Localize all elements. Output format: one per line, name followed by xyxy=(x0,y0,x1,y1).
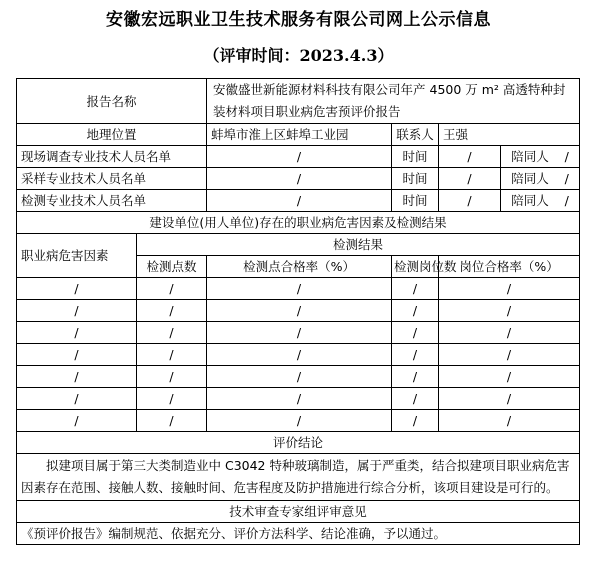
table-cell: / xyxy=(392,344,439,366)
review-title-row xyxy=(17,501,580,523)
accompany-cell xyxy=(501,168,580,190)
conclusion-text-row xyxy=(17,454,580,501)
review-text: 《预评价报告》编制规范、依据充分、评价方法科学、结论准确，予以通过。 xyxy=(17,523,580,545)
accompany-label: 陪同人 xyxy=(511,149,549,164)
review-date: （评审时间：2023.4.3） xyxy=(203,46,394,65)
table-row xyxy=(17,344,580,366)
table-cell: / xyxy=(392,388,439,410)
factor-header: 职业病危害因素 xyxy=(17,234,137,278)
contact-label: 联系人 xyxy=(392,124,439,146)
time-label: 时间 xyxy=(392,190,439,212)
hazard-header-row xyxy=(17,234,580,256)
table-cell: / xyxy=(439,344,580,366)
table-row xyxy=(17,322,580,344)
report-name-row xyxy=(17,79,580,124)
staff-label: 采样专业技术人员名单 xyxy=(17,168,207,190)
staff-names: / xyxy=(207,168,392,190)
column-header: 检测点合格率（%） xyxy=(207,256,392,278)
table-row xyxy=(17,300,580,322)
staff-names: / xyxy=(207,146,392,168)
table-cell: / xyxy=(17,278,137,300)
results-header: 检测结果 xyxy=(137,234,580,256)
staff-label: 现场调查专业技术人员名单 xyxy=(17,146,207,168)
table-cell: / xyxy=(392,366,439,388)
table-cell: / xyxy=(207,322,392,344)
staff-row xyxy=(17,146,580,168)
accompany-value: / xyxy=(564,149,569,164)
table-cell: / xyxy=(207,300,392,322)
table-cell: / xyxy=(137,366,207,388)
table-cell: / xyxy=(137,410,207,432)
table-cell: / xyxy=(392,410,439,432)
location-label: 地理位置 xyxy=(17,124,207,146)
table-cell: / xyxy=(17,410,137,432)
column-header: 岗位合格率（%） xyxy=(439,256,580,278)
review-title: 技术审查专家组评审意见 xyxy=(17,501,580,523)
disclosure-table xyxy=(16,78,580,545)
column-header: 检测点数 xyxy=(137,256,207,278)
table-cell: / xyxy=(439,278,580,300)
hazard-section-row xyxy=(17,212,580,234)
conclusion-title-row xyxy=(17,432,580,454)
table-cell: / xyxy=(439,388,580,410)
table-cell: / xyxy=(392,322,439,344)
time-value xyxy=(439,168,501,190)
time-value xyxy=(439,146,501,168)
accompany-cell xyxy=(501,146,580,168)
table-cell: / xyxy=(439,322,580,344)
conclusion-title: 评价结论 xyxy=(17,432,580,454)
table-cell: / xyxy=(439,366,580,388)
table-cell: / xyxy=(207,366,392,388)
table-cell: / xyxy=(17,344,137,366)
table-cell: / xyxy=(207,344,392,366)
page-title: 安徽宏远职业卫生技术服务有限公司网上公示信息 xyxy=(106,10,491,30)
staff-row xyxy=(17,168,580,190)
accompany-label: 陪同人 xyxy=(511,171,549,186)
staff-names: / xyxy=(207,190,392,212)
table-cell: / xyxy=(207,388,392,410)
time-value-text: / xyxy=(467,149,472,164)
time-label: 时间 xyxy=(392,168,439,190)
hazard-section-title: 建设单位(用人单位)存在的职业病危害因素及检测结果 xyxy=(17,212,580,234)
table-cell: / xyxy=(17,300,137,322)
time-value xyxy=(439,190,501,212)
table-cell: / xyxy=(137,388,207,410)
table-cell: / xyxy=(207,278,392,300)
table-cell: / xyxy=(439,410,580,432)
staff-row xyxy=(17,190,580,212)
time-value-text: / xyxy=(467,193,472,208)
conclusion-text: 拟建项目属于第三大类制造业中 C3042 特种玻璃制造，属于严重类，结合拟建项目职业病危害因素存在范围、接触人数、接触时间、危害程度及防护措施进行综合分析，该项目建设是可行的。 xyxy=(17,454,580,501)
time-label: 时间 xyxy=(392,146,439,168)
accompany-label: 陪同人 xyxy=(511,193,549,208)
location-value: 蚌埠市淮上区蚌埠工业园 xyxy=(207,124,392,146)
time-value-text: / xyxy=(467,171,472,186)
table-cell: / xyxy=(137,300,207,322)
review-text-row xyxy=(17,523,580,545)
accompany-value: / xyxy=(564,193,569,208)
accompany-cell xyxy=(501,190,580,212)
report-name-value: 安徽盛世新能源材料科技有限公司年产 4500 万 m² 高透特种封装材料项目职业病危害预评价报告 xyxy=(207,79,580,124)
table-row xyxy=(17,366,580,388)
table-cell: / xyxy=(137,322,207,344)
table-cell: / xyxy=(17,388,137,410)
table-cell: / xyxy=(17,322,137,344)
accompany-value: / xyxy=(564,171,569,186)
table-cell: / xyxy=(17,366,137,388)
staff-label: 检测专业技术人员名单 xyxy=(17,190,207,212)
column-header: 检测岗位数 xyxy=(392,256,439,278)
table-cell: / xyxy=(137,344,207,366)
table-row xyxy=(17,410,580,432)
table-cell: / xyxy=(137,278,207,300)
location-row xyxy=(17,124,580,146)
table-cell: / xyxy=(207,410,392,432)
table-cell: / xyxy=(392,278,439,300)
table-row xyxy=(17,278,580,300)
contact-value: 王强 xyxy=(439,124,580,146)
report-name-label: 报告名称 xyxy=(17,79,207,124)
table-row xyxy=(17,388,580,410)
table-cell: / xyxy=(392,300,439,322)
table-cell: / xyxy=(439,300,580,322)
